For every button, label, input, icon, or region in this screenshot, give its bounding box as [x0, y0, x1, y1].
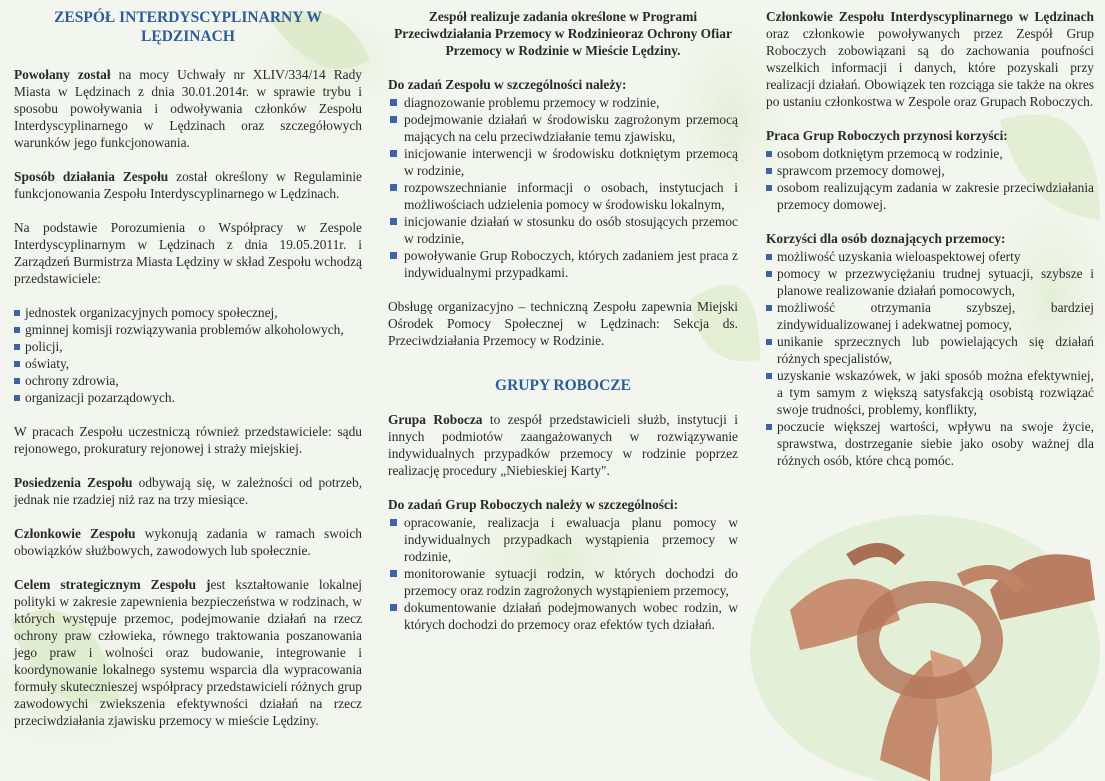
gains-heading: Korzyści dla osób doznających przemocy: [766, 231, 1006, 246]
paragraph-established: Powołany został na mocy Uchwały nr XLIV/334/14 Rady Miasta w Lędzinach z dnia 30.01.2014r. w sprawie trybu i sposobu powoływania i odwoływania członków Zespołu Interdyscyplinarnego w Lędzinach oraz szczegółowych warunków jego funkcjonowania. [14, 67, 362, 150]
list-item: możliwość uzyskania wieloaspektowej oferty [766, 248, 1094, 265]
list-item: organizacji pozarządowych. [14, 389, 362, 406]
members-list [14, 304, 362, 406]
list-item: możliwość otrzymania szybszej, bardziej zindywidualizowanej i adekwatnej pomocy, [766, 299, 1094, 333]
paragraph-participants: W pracach Zespołu uczestniczą również przedstawiciele: sądu rejonowego, prokuratury rejonowej i straży miejskiej. [14, 424, 362, 456]
section-title-working-groups: GRUPY ROBOCZE [495, 377, 631, 394]
benefits-list [766, 145, 1094, 213]
column-middle [388, 0, 738, 650]
list-item: ochrony zdrowia, [14, 372, 362, 389]
list-item: rozpowszechnianie informacji o osobach, instytucjach i możliwościach udzielenia pomocy w środowisku lokalnym, [388, 179, 738, 213]
list-item: inicjowanie działań w stosunku do osób stosujących przemoc w rodzinie, [388, 213, 738, 247]
list-item: osobom realizującym zadania w zakresie przeciwdziałania przemocy domowej. [766, 179, 1094, 213]
list-item: poczucie większej wartości, wpływu na swoje życie, sprawstwa, dostrzeganie siebie jako osoby ważnej dla różnych osób, które chcą pomóc. [766, 418, 1094, 469]
list-item: jednostek organizacyjnych pomocy społecznej, [14, 304, 362, 321]
intro-heading: Zespół realizuje zadania określone w Programi Przeciwdziałania Przemocy w Rodzinieoraz Ochrony Ofiar Przemocy w Rodzinie w Mieście Lędziny. [394, 9, 732, 58]
hands-illustration [750, 515, 1100, 781]
group-tasks-heading: Do zadań Grup Roboczych należy w szczególności: [388, 497, 679, 512]
group-tasks-list [388, 514, 738, 633]
list-item: oświaty, [14, 355, 362, 372]
tasks-heading: Do zadań Zespołu w szczególności należy: [388, 77, 627, 92]
list-item: uzyskanie wskazówek, w jaki sposób można efektywniej, a tym samym z większą satysfakcją osobistą rozwiązać swoje trudności, problemy, konflikty, [766, 367, 1094, 418]
gains-list [766, 248, 1094, 469]
list-item: monitorowanie sytuacji rodzin, w których dochodzi do przemocy oraz rodzin zagrożonych wystąpieniem przemocy, [388, 565, 738, 599]
benefits-heading: Praca Grup Roboczych przynosi korzyści: [766, 128, 1008, 143]
column-left [14, 0, 362, 746]
paragraph-strategic-goal: Celem strategicznym Zespołu jest kształtowanie lokalnej polityki w zakresie zapewnienia bezpieczeństwa w rodzinach, w których występuje przemoc, podejmowanie działań na rzecz ochrony praw człowieka, równego traktowania poszanowania jego praw i wolności oraz budowanie, integrowanie i koordynowanie lokalnego systemu wsparcia dla wypracowania formuły skutecznieszej współpracy przedstawicieli różnych grup zawodowychi zwiekszenia efektywności działań na rzecz przeciwdziałania zjawisku przemocy w mieście Lędziny. [14, 577, 362, 728]
paragraph-service: Obsługę organizacyjno – techniczną Zespołu zapewnia Miejski Ośrodek Pomocy Społecznej w Lędzinach: Sekcja ds. Przeciwdziałania Przemocy w Rodzinie. [388, 299, 738, 348]
tasks-list [388, 94, 738, 281]
list-item: pomocy w przezwyciężaniu trudnej sytuacji, szybsze i planowe realizowanie działań pomocowych, [766, 265, 1094, 299]
list-item: inicjowanie interwencji w środowisku dotkniętym przemocą w rodzinie, [388, 145, 738, 179]
list-item: sprawcom przemocy domowej, [766, 162, 1094, 179]
paragraph-meetings: Posiedzenia Zespołu odbywają się, w zależności od potrzeb, jednak nie rzadziej niż raz na trzy miesiące. [14, 475, 362, 507]
list-item: podejmowanie działań w środowisku zagrożonym przemocą mających na celu przeciwdziałanie temu zjawisku, [388, 111, 738, 145]
paragraph-confidentiality: Członkowie Zespołu Interdyscyplinarnego w Lędzinach oraz członkowie powoływanych przez Zespół Grup Roboczych zobowiązani są do zachowania poufności wszelkich informacji i danych, które pozyskali przy realizacji działań. Obowiązek ten rozciąga sie także na okres po ustaniu członkostwa w Zespole oraz Grupach Roboczych. [766, 9, 1094, 109]
paragraph-working-group: Grupa Robocza to zespół przedstawicieli służb, instytucji i innych podmiotów zaangażowanych w rozwiązywanie indywidualnych przypadków przemocy w rodzinie poprzez realizację procedury „Niebieskiej Karty". [388, 412, 738, 478]
paragraph-operation: Sposób działania Zespołu został określony w Regulaminie funkcjonowania Zespołu Interdyscyplinarnego w Lędzinach. [14, 169, 362, 201]
list-item: powoływanie Grup Roboczych, których zadaniem jest praca z indywidualnymi przypadkami. [388, 247, 738, 281]
list-item: policji, [14, 338, 362, 355]
list-item: diagnozowanie problemu przemocy w rodzinie, [388, 94, 738, 111]
list-item: unikanie sprzecznych lub powielających się działań różnych specjalistów, [766, 333, 1094, 367]
main-title: ZESPÓŁ INTERDYSCYPLINARNY W LĘDZINACH [54, 9, 322, 45]
paragraph-members-duties: Członkowie Zespołu wykonują zadania w ramach swoich obowiązków służbowych, zawodowych lub społecznie. [14, 526, 362, 558]
column-right [766, 0, 1094, 486]
list-item: opracowanie, realizacja i ewaluacja planu pomocy w indywidualnych przypadkach wystąpienia przemocy w rodzinie, [388, 514, 738, 565]
list-item: dokumentowanie działań podejmowanych wobec rodzin, w których dochodzi do przemocy oraz efektów tych działań. [388, 599, 738, 633]
paragraph-composition: Na podstawie Porozumienia o Współpracy w Zespole Interdyscyplinarnym w Lędzinach z dnia 19.05.2011r. i Zarządzeń Burmistrza Miasta Lędziny w skład Zespołu wchodzą przedstawiciele: [14, 220, 362, 286]
list-item: gminnej komisji rozwiązywania problemów alkoholowych, [14, 321, 362, 338]
list-item: osobom dotkniętym przemocą w rodzinie, [766, 145, 1094, 162]
